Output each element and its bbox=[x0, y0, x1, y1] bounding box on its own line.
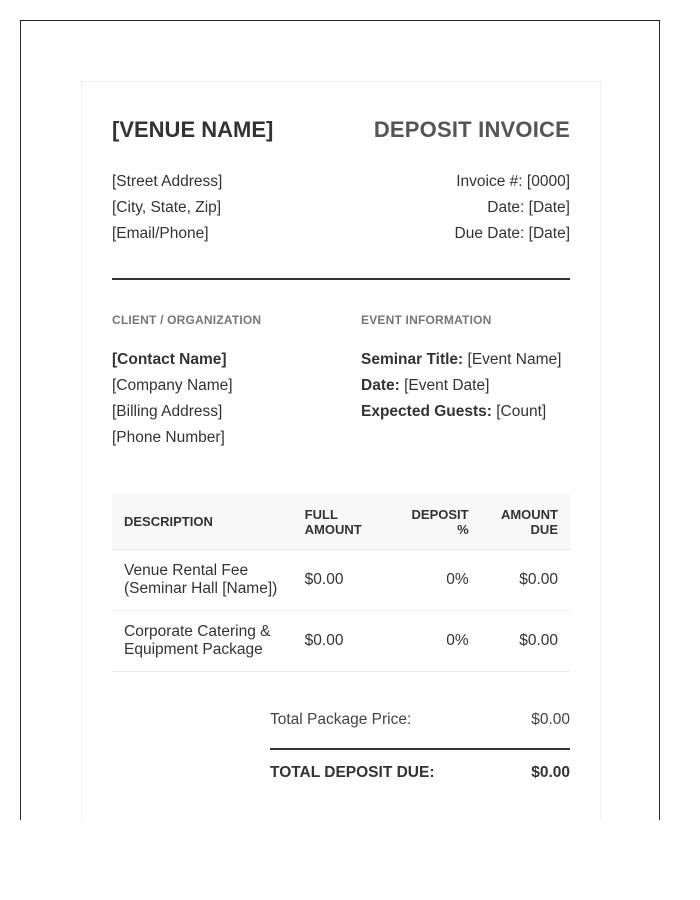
row-description-line2: Equipment Package bbox=[124, 641, 263, 658]
client-phone-number: [Phone Number] bbox=[112, 429, 225, 446]
header-amount-due-line1: AMOUNT bbox=[500, 506, 558, 522]
client-billing-address: [Billing Address] bbox=[112, 403, 223, 420]
event-title-line bbox=[361, 347, 561, 373]
row-description-line1: Corporate Catering & bbox=[124, 623, 271, 640]
header-description-text: DESCRIPTION bbox=[124, 514, 213, 529]
line-items-table bbox=[112, 494, 570, 672]
event-title-value: [Event Name] bbox=[467, 351, 562, 368]
venue-street: [Street Address] bbox=[112, 173, 223, 190]
event-guests-label: Expected Guests: bbox=[361, 403, 492, 420]
header-deposit-pct bbox=[390, 494, 480, 550]
client-section-label: CLIENT / ORGANIZATION bbox=[112, 313, 262, 327]
total-deposit-label: TOTAL DEPOSIT DUE: bbox=[270, 764, 435, 781]
event-guests-value: [Count] bbox=[496, 403, 547, 420]
header-description bbox=[112, 494, 293, 550]
document-title: DEPOSIT INVOICE bbox=[373, 117, 570, 142]
event-date-label: Date: bbox=[361, 377, 400, 394]
event-date-line bbox=[361, 373, 561, 399]
client-company-name: [Company Name] bbox=[112, 377, 233, 394]
row-full-amount: $0.00 bbox=[293, 611, 391, 672]
venue-name: [VENUE NAME] bbox=[112, 117, 274, 142]
invoice-meta bbox=[455, 169, 570, 247]
row-description bbox=[112, 611, 293, 672]
event-title-label: Seminar Title: bbox=[361, 351, 464, 368]
venue-email-phone: [Email/Phone] bbox=[112, 225, 209, 242]
row-deposit-pct: 0% bbox=[390, 611, 480, 672]
venue-city-state-zip: [City, State, Zip] bbox=[112, 199, 222, 216]
header-full-amount-line1: FULL bbox=[304, 506, 338, 522]
venue-address bbox=[112, 169, 222, 247]
row-amount-due: $0.00 bbox=[481, 611, 570, 672]
header-full-amount bbox=[293, 494, 391, 550]
client-contact-name: [Contact Name] bbox=[112, 351, 227, 368]
row-amount-due: $0.00 bbox=[481, 550, 570, 611]
invoice-date: Date: [Date] bbox=[487, 199, 570, 216]
header-divider bbox=[112, 278, 570, 280]
header-full-amount-line2: AMOUNT bbox=[304, 521, 362, 537]
row-description-line2: (Seminar Hall [Name]) bbox=[124, 580, 278, 597]
row-deposit-pct: 0% bbox=[390, 550, 480, 611]
invoice-due-date: Due Date: [Date] bbox=[454, 225, 570, 242]
row-description bbox=[112, 550, 293, 611]
header-amount-due bbox=[481, 494, 570, 550]
total-deposit-value: $0.00 bbox=[531, 764, 570, 781]
event-details bbox=[361, 347, 561, 425]
header-amount-due-line2: DUE bbox=[530, 521, 558, 537]
event-guests-line bbox=[361, 399, 561, 425]
table-header-row bbox=[112, 494, 570, 550]
table-row bbox=[112, 550, 570, 611]
row-description-line1: Venue Rental Fee bbox=[124, 562, 249, 579]
row-full-amount: $0.00 bbox=[293, 550, 391, 611]
total-package-value: $0.00 bbox=[531, 711, 570, 728]
table-row bbox=[112, 611, 570, 672]
total-package-label: Total Package Price: bbox=[270, 711, 412, 728]
event-date-value: [Event Date] bbox=[404, 377, 490, 394]
client-details bbox=[112, 347, 233, 451]
event-section-label: EVENT INFORMATION bbox=[361, 313, 492, 327]
invoice-number: Invoice #: [0000] bbox=[456, 173, 570, 190]
totals-divider bbox=[270, 748, 570, 750]
header-deposit-line1: DEPOSIT bbox=[411, 506, 469, 522]
header-deposit-line2: % bbox=[457, 521, 469, 537]
